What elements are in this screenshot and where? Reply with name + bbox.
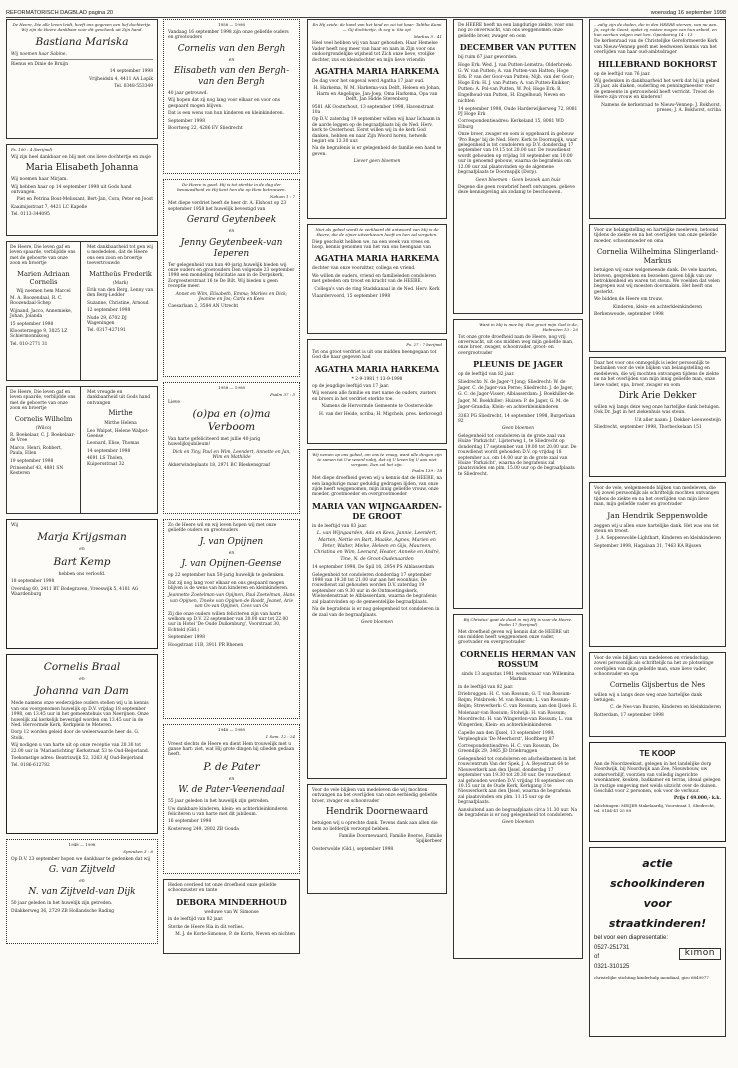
ad-age: bij ruim 67 jaar geworden. <box>458 55 518 61</box>
ad-reference: Psalm 139 : 18 <box>412 468 442 474</box>
ad-name: Dirk Arie Dekker <box>618 391 697 402</box>
ad-text: 55 jaar geleden in het huwelijk zijn getreden. <box>168 799 270 805</box>
ad-age: op de jeugdige leeftijd van 17 jaar. <box>312 384 390 390</box>
obituary-ad-bokhorst <box>589 19 726 219</box>
ad-name-1: Gerard Geytenbeek <box>186 215 277 226</box>
ad-phone: Tel. 0317-427191 <box>87 328 126 334</box>
ad-name: DECEMBER VAN PUTTEN <box>459 42 577 53</box>
ad-name-2: Jenny Geytenbeek-van Ieperen <box>180 237 283 259</box>
ad-price: Prijs f 49.000,- k.k. <box>673 796 721 802</box>
birth-ad-mirthe <box>84 387 157 513</box>
ad-intro: Met diepe droefheid geven wij u kennis dat de HEERE, na een langdurige maar geduldig gedragen lijden, van onze zijde heeft weggenomen, mijn innig geliefde vrouw, onze moeder, grootmoeder en overgrootmoeder <box>312 476 442 498</box>
ad-contact: Inlichtingen: MEIJER Makelaardij, Voorstraat 1, Sliedrecht, tel. 0184-41 25 89 <box>594 802 716 813</box>
ad-text: Gelegenheid tot condoleren donderdag 17 september 1998 van 19.30 tot 21.00 uur aan het woonhuis. De rouwdienst zal gehouden worden D.V. zaterdag 19 september om 9.30 uur in de Ontmoetingskerk, Wielsedenstraat te Alblasserdam, waarna de begrafenis zal plaatsvinden op de gemeentelijke begraafplaats. <box>312 572 437 605</box>
ad-date: 19 september 1998 <box>10 458 54 464</box>
ad-name: Hendrik Doornewaard <box>325 807 429 818</box>
ad-footer: Geen bloemen <box>502 426 534 432</box>
thanks-ad-seppenwolde <box>589 482 726 647</box>
ad-intro: Tot ons groot verdriet is uit ons midden heengegaan tot God die haar gegeven had <box>312 349 437 361</box>
phone-or: of <box>594 954 600 960</box>
ad-text: We willen de ouders, vriend en familieleden condoleren met gebeden om troost en kracht van de HEERE. <box>312 273 436 285</box>
thanks-ad-doornewaard <box>307 784 447 894</box>
ad-name-1: J. van Opijnen <box>199 536 264 547</box>
ad-footer: Liever geen bloemen <box>353 159 401 165</box>
ad-intro: Lieve <box>168 399 180 405</box>
ad-family: Jeannette Zoetelman-van Opijnen, Paul Zoetelman, Hans van Opijnen, Tineke van Opijnen-de Roodt, Jeanet, Arie van Os-van Opijnen, Cees van Os <box>168 593 295 610</box>
ad-verse: ...zalig zijn de doden, die in den HEERE sterven, van nu aan. Ja, zegt de Geest, opdat zij rusten mogen van hun arbeid, en hun werken volgen met hen. Openbaring 14 : 13 <box>594 22 718 37</box>
ad-family: dochter van onze voorzitter, collega en vriend. <box>312 266 416 272</box>
ad-parents: M. A. Roozendaal, R. C. Roozendaal-Schep <box>10 296 63 307</box>
ad-name-2: Johanna van Dam <box>35 685 129 698</box>
ad-family: Sliedrecht: N. de Jager-'t Jong; Sliedrecht: W. de Jager, C. de Jager-van Perne; Sliedrecht: J. de Jager, G. C. de Jager-Visser; Alblasserdam: J. Boekhiller-de Jager, M. Boekhiller; Huizen: P. de Jager, G. M. de Jager-Grandia; Klein- en achterkleinkinderen <box>458 379 574 411</box>
ad-intro: De kerkenraad van de Christelijke Gereformeerde Kerk van Nieuw-Vennep geeft met leedwezen kennis van het overlijden van haar oud-ambtsdrager <box>594 39 718 56</box>
ad-dates: 1948 — 1998 <box>218 727 245 732</box>
ad-address: Oosterwolde (Gld.), september 1998 <box>312 846 394 852</box>
ad-name: Marien Adriaan Cornelis <box>17 269 70 286</box>
ad-family: L. van Wijngaarden, Ada en Kees, Jannie, Leendert, Marten, Nettie en Bart, Maaike, Agnes, Marien en Peter, Walter, Meike, Heleen en Gijs, Maureen, Christina en Wim, Leenard, Heater, Anneke en André, Tine, N. de Groot-Oudenaarden <box>313 531 441 562</box>
ad-verse: Niet als gebed wordt te verklaard dit antwoord van Mij is de Heere, die de zijner uitverkiezen heeft en hen zal vergeten. <box>315 227 439 237</box>
ad-and: en <box>79 677 85 682</box>
banner-line-2: schoolkinderen <box>610 877 705 890</box>
ad-parents: Erik van den Berg, Lenny van den Berg-Ledder <box>87 288 154 299</box>
ad-organisation: Namens de kerkenraad te Nieuw-Vennep: J. Bokhorst, preses; J. A. Bokhorst, scriba <box>601 102 721 114</box>
ad-parents: Leo Walpot, Helene Walpot-Geense <box>87 428 149 440</box>
ad-reference: Ps. 100 : 4 (berijmd) <box>11 147 53 152</box>
ad-dates: 1948 — 1998 <box>68 842 96 847</box>
ad-footer: christelijke stichting kinderhulp mondiaal, giro 6849977 <box>594 975 709 980</box>
birth-ad-cornelis-wilhelm <box>7 387 81 513</box>
ad-phone: Tel. 0113-344095 <box>11 212 50 218</box>
ad-roepnaam: Wij noemen haar Mirjam. <box>11 177 68 183</box>
ad-correspondence: Correspondentieadres: Kerkeland 15, 8081 WD Elburg <box>458 119 564 130</box>
ad-born: Wij hebben haar op 14 september 1998 uit Gods hand ontvangen. <box>11 184 132 196</box>
ad-siblings: Wijnand, Jacco, Annemieke, Johan, Jolanda <box>10 308 73 320</box>
ad-age: in de leeftijd van 82 jaar. <box>168 917 224 923</box>
ad-name: PLEUNIS DE JAGER <box>473 359 563 370</box>
ad-intro: Met dankbaarheid tot gen wij u mededelen, dat de Heere ons een zoon en broertje toevertrouwde <box>87 245 154 267</box>
ad-text: betuigen wij u oprechte dank. Tevens dank aan allen die hem zo liefderijk verzorgd hebben. <box>312 821 438 832</box>
ad-organisation: Collega's van de ring Stadskanaal in de Ned. Herv. Kerk <box>314 286 440 292</box>
ad-name: AGATHA MARIA HARKEMA <box>314 253 440 264</box>
kimon-logo: kimon <box>679 948 721 959</box>
ad-intro: Met droefheid geven wij kennis dat de HEERE uit ons midden heeft weggenomen onze vader, grootvader en overgrootvader <box>458 629 570 646</box>
ad-verse: En Hij zeide: de hand van het kind en zei tot haar: Talitha Kumi — Gij dochtertje, ik zeg u: Sta op! <box>312 22 442 32</box>
ad-dates: * 2-9-1981 † 13-9-1998 <box>351 376 403 382</box>
thanks-ad-de-nes <box>589 652 726 737</box>
ad-correspondence: Correspondentieadres: H. C. van Rossum, De Greendijk 29, 3465 JD Driebruggen <box>458 744 559 755</box>
birth-ads-row-2 <box>6 386 158 514</box>
ad-address: Kosterweg 249, 2802 ZB Gouda <box>168 826 239 832</box>
wedding-ad-braal-van-dam <box>6 654 158 834</box>
ad-date: 12 september 1998 <box>87 308 131 314</box>
ad-phone: Tel. 010-2771 31 <box>10 341 48 347</box>
ad-name: (o)pa en (o)ma Verboom <box>192 408 271 433</box>
ad-roepnaam: Mirthe Helena <box>104 421 137 427</box>
ad-verse: De Heere, Die alle leven leidt, heeft ons gegeven een lief dochtertje. Wij zijn de Heere dankbaar voor dit geschenk uit Zijn hand. <box>12 22 152 32</box>
ad-dates: 1958 — 1998 <box>218 385 245 390</box>
charity-ad-kimon <box>589 847 726 1037</box>
ad-intro: Voor de vele blijken van medeleven die wij mochten ontvangen na het overlijden van onze eerbiedig geliefde broer, zwager en schoonvader <box>312 788 438 804</box>
page-header <box>6 6 726 18</box>
ad-family: Hoge Erk: Wed. J. van Putten-Lemstra; Olderbroek: G. W. van Putten; A. van Putten-van Hatten; Hoge Erk: P. van der Goor-van Putten; Nijh. van der Goor; Hoge Erk: H. J. van Putten; A. van Putten-Knikker; Putten: A. Pol-van Putten, W. Pol; Hoge Erk: B. Engelhoud-van Putten, H. Engelhoud; Neven en nichten <box>458 62 575 104</box>
ad-reference: Spreuken 3 : 6 <box>123 848 153 854</box>
anniversary-ad-de-pater <box>163 724 300 874</box>
ad-and: en <box>79 547 85 553</box>
obituary-ad-van-rossum <box>453 614 583 959</box>
ad-address: Capelle aan den IJssel, 13 september 1998, Verpleeghuis 'De Meerhorst', Hooftberg 87 <box>458 731 555 742</box>
ad-roepnaam: Wij noemen haar Sabine. <box>11 51 67 57</box>
ad-name: Cornelis Gijsbertus de Nes <box>609 680 706 689</box>
ad-text: willen wij langs deze weg onze hartelijke dank betuigen. Ook Dr. Jagt in het ziekenhuis was steun. <box>594 405 721 416</box>
ad-text: Gelegenheid tot condoleren in de grote zaal van Huize 'Parkzicht', Lijsterweg 1, te Sliedrecht op donderdag 17 september van 19.00 tot 20.00 uur. De rouwdienst wordt gehouden D.V. op vrijdag 18 september a.s. om 14.00 uur in de grote zaal van Huize 'Parkzicht', waarna de begrafenis zal plaatsvinden om plm. 15.00 uur op de begraafplaats te Sliedrecht. <box>458 433 577 477</box>
ad-intro: Zo de Heere wil en wij leven hopen wij met onze geliefde ouders en grootouders <box>168 523 277 534</box>
ad-name-1: Marja Krijgsman <box>37 531 127 544</box>
ad-address: Sliedrecht, september 1998, Thorbeckelaan 151 <box>594 425 702 431</box>
ad-family: Kinderen, klein- en achterkleinkinderen <box>613 304 702 310</box>
ad-reference: Psalm 37 : 5 <box>270 391 295 397</box>
contact-row <box>594 935 721 973</box>
ad-address: September 1998, Hagalaan 31, 7463 KA Rijssen <box>594 543 702 549</box>
ad-reference: Ps. 27 : 7 berijmd <box>406 342 442 347</box>
ad-name-1: P. de Pater <box>203 760 260 773</box>
ad-address: Vrijheidsln 4, 4411 AA Lopik <box>89 76 153 82</box>
ad-text: zeggen wij u allen onze hartelijke dank. Het was ons tot steun en troost. <box>594 523 719 535</box>
ad-age: in de leeftijd van 82 jaar. <box>458 684 514 690</box>
thanks-ad-dekker <box>589 357 726 477</box>
ad-note: Na de begrafenis is er gelegenheid de familie een hand te geven. <box>312 146 442 157</box>
obituary-ad-van-putten <box>453 19 583 314</box>
ad-and: en <box>228 776 235 782</box>
ad-intro: De HEERE heeft na een langdurige ziekte, voor ons nog zo onverwacht, van ons weggenomen onze geliefde broer, zwager en oom <box>458 23 574 39</box>
ad-text: Ter gelegenheid van hun 40-jarig huwelijk bieden wij onze ouders en grootouders Den volgende 23 september 1998 een mondeling felicitatie aan in de Dorpskerk, Zorgvesterstraat 16 te De Bilt. Wij bieden u geen receptie meer. <box>168 262 295 290</box>
ad-verse: Want in Mij is mee bij. Hoe groot mijn God is de, Hebreëen 13 : 20 <box>479 322 578 332</box>
ad-address: Dilakkerweg 36, 2729 ZB Hollandsche Rading <box>11 908 115 914</box>
banner-line-4: straatkinderen! <box>608 917 707 930</box>
ad-family: C. de Nes-van Buuren, Kinderen en kleinkinderen <box>610 705 721 711</box>
ad-phone: Tel. 0186-612782 <box>11 763 50 769</box>
ad-text: Wij gedenken in dankbaarheid het werk dat hij in gebed 28 jaar, als diaken, ouderling en penningmeester voor de gemeente in getrouwheid heeft verricht. Troost de Heere zijn vrouw en kinderen! <box>594 79 720 101</box>
ad-text: betuigen wij onze welgemeende dank. De vele kaarten, brieven, gesprekken en bezoeken gaven blijk van uw betrokkenheid en waren tot steun. We voelden dat velen begrepen wat wij moesten doormaken. Het heeft ons gesterkt. <box>594 268 720 295</box>
ad-text: Van harte gefeliciteerd met jullie 40-jarig huwelijksjubileum! <box>168 437 261 448</box>
ad-name: MARIA VAN WIJNGAARDEN-DE GROOT <box>312 500 442 521</box>
column-5 <box>589 19 726 1051</box>
ad-address: 9581 AK Oosterhout, 13 september 1998, Havenstraat 10a <box>312 104 434 116</box>
ad-phone: Tel. 0348-553349 <box>114 84 153 90</box>
obituary-ad-de-jager <box>453 319 583 609</box>
ad-reception: Zij die onze ouders willen feliciteren zijn van harte welkom op D.V. 22 september van 20.00 uur tot 22.00 uur in Hotel 'De Oude Duikenburg', Voorstraat 30, Echteld (Gld.) <box>168 611 289 633</box>
ad-verse: De Heere is goed. Hij is tot sterkte in de dag der benauwdheid en Hij kent hen die op Hem betrouwen. <box>177 182 286 192</box>
ad-date: September 1998 <box>168 635 206 641</box>
ad-intro: Voor de vele blijken van medeleven en vriendschap, zowel persoonlijk als schriftelijk na het zo plotselinge overlijden van mijn geliefde man, onze lieve vader, schoonvader en opa <box>594 656 714 678</box>
ad-age: De dag voor het ongeval werd Agatha 17 jaar oud. <box>312 79 425 85</box>
ad-name: Mirthe <box>108 409 133 418</box>
ad-organisation: Namens de Hervormde Gemeente te Oosterwolde <box>321 404 433 410</box>
ad-address: Kloosterzegge 9, 3025 LZ Schiermonnikoog <box>10 329 68 340</box>
ad-intro: Tot onze grote droefheid nam de Heere, nog vrij onverwacht, uit ons midden weg mijn geliefde man, onze broer, zwager, schoonvader, groot- en overgrootvader <box>458 334 574 356</box>
ad-address: Boortweg 22, 4286 EV Sliedrecht <box>168 126 243 132</box>
ad-text: op 22 september hun 50-jarig huwelijk te gedenken. <box>168 573 285 579</box>
ad-and: en <box>228 550 235 556</box>
ad-date: 15 september 1998 <box>10 321 54 327</box>
ad-intro: Wij <box>11 523 19 528</box>
ad-and: en <box>228 57 235 63</box>
ad-parents: Piet en Petrina Bout-Melissant, Bert-Jan, Cora, Peter en Joost <box>16 197 153 203</box>
ad-name: AGATHA MARIA HARKEMA <box>314 363 440 374</box>
ad-address: Hoogstraat 11B, 3911 PR Rhenen <box>168 642 244 648</box>
ad-family: Dat is een wens van hun kinderen en kleinkinderen. <box>168 111 284 117</box>
ad-note: Na de begrafenis is er nog gelegenheid tot condoleren in de zaal van de begraafplaats. <box>312 607 440 618</box>
ad-name: DEBORA MINDERHOUD <box>176 896 287 907</box>
ad-footer: Geen bloemen <box>361 619 393 625</box>
ad-text: willen wij u langs deze weg onze hartelijke dank betuigen. <box>594 692 702 704</box>
ad-subtitle: sinds 13 augustus 1981 weduwnaar van Willemina Markus <box>461 671 575 683</box>
ad-text: Aan de Noordzeekust, gelegen in het landelijke dorp Noordwijk, bij Noordwijk aan Zee, Nieuwbouw, uw zomerverblijf, voorzien van volledig ingerichte woonkamer, keuken, badkamer en terras, ideaal gelegen in rustige omgeving met weids uitzicht over de duinen. Geschikt voor 2 personen, ook voor de verhuur. <box>594 762 721 795</box>
ad-name-2: J. van Opijnen-Geense <box>181 559 282 570</box>
ad-intro: Diep geschokt hebben we, na een week van vrees en hoop, kennis genomen van het van ons heengaan van <box>312 239 431 250</box>
header-left: REFORMATORISCH DAGBLAD pagina 20 <box>6 10 114 16</box>
ad-intro: Met diepe verdriet heeft de heer dr. A. Elshout op 23 september 1958 het huwelijk bevestigd van <box>168 201 287 212</box>
ad-text-2: Dorp 12 worden geleid door de weleerwaarde heer ds. G. Stolk. <box>11 730 140 741</box>
column-3 <box>307 19 447 1051</box>
ad-address: Overslag 60, 2411 BT Bodegraven, Vreeswijk 5, 4181 AG Waardenburg <box>11 586 139 598</box>
ad-text: Sterke de Heere Ria in dit verlies. <box>168 924 245 930</box>
ad-name: Bastiana Mariska <box>35 35 129 48</box>
ad-parents: Rienus en Dinie de Bruijn <box>11 62 69 67</box>
ad-text: Gelegenheid tot condoleren en afscheidnemen in het rouwcentrum Van der Spek, J. A. Beyestraat 64 te Nieuwerkerk aan den IJssel, donderdag 17 september van 19.30 tot 20.30 uur. De rouwdienst zal gehouden worden D.V. vrijdag 18 september om 10.15 uur in de Oude Kerk, Kerkgang 3 te Nieuwerkerk aan den IJssel, waarna de begrafenis zal plaatsvinden om plm. 11.15 uur op de begraafplaats. <box>458 756 576 806</box>
banner-line-3: voor <box>643 897 672 910</box>
anniversary-ad-verboom <box>163 382 300 514</box>
ad-roepnaam: (Mark) <box>112 280 129 286</box>
ad-age: in de leeftijd van 83 jaar. <box>312 523 368 529</box>
ad-footer: Geen bloemen - Geen bezoek aan huis <box>475 177 561 183</box>
ad-address: Toekomstige adres: Beatrixwijk 52, 3263 AJ Oud-Beijerland <box>11 756 144 762</box>
birth-ad-bastiana <box>6 19 158 139</box>
ad-intro: Voor de vele, welgemeende blijken van medeleven, die wij zowel persoonlijk als schriftelijk mochten ontvangen tijdens de ziekte en na het overlijden van mijn lieve man, mijn geliefde vader en grootvader <box>594 486 720 508</box>
ad-title: TE KOOP <box>639 749 676 758</box>
ad-family: Uit aller naam: J. Dekker-Leeuwesteijn <box>634 417 721 423</box>
ad-address: Akkerwindeplaats 18, 2971 BC Bleskensgraaf <box>168 462 271 468</box>
banner-line-1: actie <box>642 857 673 870</box>
ad-intro: Daar het voor ons onmogelijk is ieder persoonlijk te bedanken voor de vele blijken van belangstelling en medeleven, die wij mochten ontvangen tijdens de ziekte en na het overlijden van mijn innig geliefde man, onze lieve vader, opa, broer, zwager en oom <box>594 361 720 388</box>
obituary-ad-agatha-colleagues <box>307 224 447 334</box>
ad-text: Onze broer, zwager en oom is opgebaard in gebouw 'Pro Rege' bij de Ned. Herv. Kerk te Doornspijk, waar gelegenheid is tot condoleren op D.V. donderdag 17 september van 19.15 tot 20.00 uur. De rouwdienst wordt gehouden op vrijdag 18 september om 10.00 uur in genoemd gebouw, waarna de begrafenis om 12.00 uur zal plaatsvinden op de algemene begraafplaats te Doornspijk (Dorp). <box>458 132 578 176</box>
ad-name: CORNELIS HERMAN VAN ROSSUM <box>460 648 576 669</box>
column-4 <box>453 19 583 1051</box>
ad-intro: De Heere, Die leven gaf en leven spaarde, verblijdde ons met de geboorte van onze zoon en broertje <box>10 390 76 412</box>
ad-family: H. Harkema, W. M. Harkema-van Delft, Heleen en Johan, Harm en Angelique, Jan-Joep, Oma Harkema, Opa van Delft, Jan Hidde Sterenborg <box>313 86 441 103</box>
obituary-ad-van-wijngaarden <box>307 449 447 779</box>
ad-address: Nude 29, 6702 DJ Wageningen <box>87 315 127 327</box>
contact-block <box>594 935 675 973</box>
birth-ads-row-1 <box>6 241 158 381</box>
ad-name: Mattheüs Frederik <box>89 269 152 278</box>
birth-ad-mattheus <box>84 242 157 380</box>
ad-dates: 1958 — 1998 <box>218 22 245 27</box>
ad-family: Dick en Tiny, Paul en Wim, Leendert, Annette en Jan, Wim en Mathilde <box>172 449 291 461</box>
ad-siblings: Leonard, Elise, Thomas <box>87 441 140 447</box>
ad-name-2: Bart Kemp <box>53 555 111 568</box>
ad-roepnaam: (Wilco) <box>35 425 52 431</box>
ad-signatories: H. van der Heide, scriba; H. Migchels, pres. kerkvoogd <box>318 411 442 417</box>
ad-text: Wij wensen alle familie en met name de ouders, zusters en broers in het verdriet sterkte toe. <box>312 391 437 402</box>
header-right: woensdag 16 september 1998 <box>650 10 726 16</box>
ad-address: Berkenwoude, september 1998 <box>594 312 664 318</box>
ad-reference: Nahum 1 : 7 <box>269 193 295 199</box>
ad-parents: R. Boekelaar, C. J. Boekelaar-de Vree <box>10 433 76 444</box>
ad-reference: Markus 5 : 41 <box>413 33 442 39</box>
ad-text: Op D.V. zaterdag 19 september willen wij haar lichaam in de aarde leggen op de begraafplaats bij de Ned. Herv. kerk te Oosterhout. Eerst willen wij in de kerk God danken, hebben en naar Zijn Woord horen, hetwelk begint om 13.30 uur. <box>312 117 441 145</box>
ad-name: Cornelis Wilhelm <box>14 414 73 423</box>
ad-address: Prinsenhof 43, 4881 SN Kesteren <box>10 466 64 477</box>
ad-note: Aansluitend aan de begraafplaats circa 11.30 uur. Na de begrafenis is er nog gelegenheid tot condoleren. <box>458 807 578 818</box>
anniversary-ad-zijtveld <box>6 839 158 944</box>
ad-address: 3363 PG Sliedrecht, 14 september 1998, Burgerlaan 92 <box>458 413 576 425</box>
obituary-ad-agatha-family <box>307 19 447 219</box>
ad-text: 50 jaar geleden in het huwelijk zijn getreden. <box>11 901 113 907</box>
ad-family: M. J. de Korte-Simonse, P. de Korte, Neven en nichten <box>175 932 295 938</box>
ad-name-1: Cornelis van den Bergh <box>177 43 286 54</box>
ad-address: 14 september 1998, Oude Harderwijkerweg 72, 8081 PJ Hoge Erk <box>458 106 578 118</box>
engagement-ad-marja-bart <box>6 519 158 649</box>
anniversary-ad-van-den-bergh <box>163 19 300 174</box>
ad-and: en <box>228 229 235 235</box>
ad-and: en <box>79 879 85 884</box>
ad-verse: Wij nemen op ons gebed, om ons te vraag, want alle dingen zijn te samen tot Uw woord nabij, dat zij U leven bij U aan niet vergaan, Dan zal het zijn. <box>312 452 442 467</box>
divider <box>11 59 153 60</box>
ad-intro: Met vreugde en dankbaarheid uit Gods hand ontvangen <box>87 390 151 406</box>
ad-address: Rotterdam, 17 september 1998 <box>594 712 664 718</box>
obituary-ad-agatha-church <box>307 339 447 444</box>
obituary-ad-minderhoud <box>163 879 300 954</box>
ad-date: 16 september 1998 <box>168 819 212 825</box>
ad-text-2: Dat zij nog lang voor elkaar en ons gespaard mogen blijven is de wens van hun kinderen en kleinkinderen. <box>168 580 289 592</box>
thanks-ad-slingerland <box>589 224 726 352</box>
ad-intro: Vreest slechts de Heere en dient Hem trouwelijk met u ganse hart: ziet, wat Hij grote dingen bij ulieden gedaan heeft. <box>168 741 295 758</box>
ad-date: 18 september 1998 <box>11 579 55 585</box>
ad-address: Kaaimijsstraat 7, 4421 LC Kapelle <box>11 204 88 210</box>
ad-date: 14 september 1998 <box>109 69 153 75</box>
ad-siblings: Suzanne, Christine, Arnoud <box>87 300 149 306</box>
ad-name-1: G. van Zijtveld <box>48 865 116 875</box>
ad-intro: Op D.V. 23 september hopen we dankbaar te gedenken dat wij <box>11 856 151 862</box>
birth-ad-marien <box>7 242 81 380</box>
ad-name: HILLEBRAND BOKHORST <box>597 58 718 69</box>
ad-text: Wij hopen dat zij nog lang voor elkaar en voor ons gespaard mogen blijven. <box>168 98 280 109</box>
ad-reference: 1 Sam. 12 : 24 <box>265 733 295 739</box>
ad-intro: Heden overleed tot onze droefheid onze geliefde schoonzuster en tante <box>168 883 277 894</box>
column-2 <box>163 19 300 1051</box>
info-text: bel voor een diapresentatie: <box>594 935 669 941</box>
ad-subtitle: weduwe van W. Simonse <box>204 909 259 915</box>
ad-intro: Wij zijn heel dankbaar en blij met ons lieve dochtertje en zusje <box>11 154 151 160</box>
phone-1: 0527-251731 <box>594 944 630 951</box>
ad-age: op de leeftijd van 76 jaar. <box>594 71 651 77</box>
ad-address: 4691 LS Tholen, Kuipersstraat 32 <box>87 456 125 467</box>
ad-date: September 1998 <box>168 118 206 124</box>
anniversary-ad-opijnen <box>163 519 300 719</box>
phone-2: 0321-310125 <box>594 963 630 970</box>
for-sale-ad <box>589 742 726 842</box>
ad-name: Maria Elisabeth Johanna <box>25 163 139 174</box>
birth-ad-maria-elisabeth <box>6 144 158 236</box>
ad-intro: Heel veel hebben wij van haar gehouden. Haar Hemelse Vader heeft nog meer van haar en nam in Zijn voor ons ondoorgrondelijke wijsheid tot Zich onze lieve, vrolijke dochter, zus en kleindochter en mijn lieve vriendin <box>312 41 438 63</box>
ad-siblings: Marco, Henri, Robbert, Paula, Ellen <box>10 445 63 457</box>
ad-family: Uw dankbare kinderen, klein- en achterkleinkinderen feliciteren u van harte met dit jubileum. <box>168 806 288 818</box>
ad-text: Mede namens onze wederzijdse ouders stellen wij u in kennis van ons voorgenomen huwelijk op D.V. vrijdag 18 september 1998, om 13.45 uur in het gemeentehuis van Neerijnen. Onze huwelijk zal kerkelijk bevestigd worden om 13.45 uur in de Ned. Hervormde Kerk, Kerkplein te Meteren. <box>11 701 149 729</box>
ad-roepnaam: Wij noemen hem Marcel <box>16 288 71 294</box>
ad-family: Driebruggen: H. C. van Rossum; G. T. van Rossum-Reijm; Polsbroek: M. van Rossum; L. van Rossum-Reijm; Streverkerk: C. van Rossum; aan den IJssel: E. Molenaar-van Rossum; Stolwijk: H. van Rossum; Moordrecht: H. van Wingerden-van Rossum; L. van Wingerden; Klein- en achterkleinkinderen <box>458 692 578 729</box>
ad-name-2: W. de Pater-Veenendaal <box>178 785 285 796</box>
ad-intro: De Heere, Die leven gaf en leven spaarde, verblijdde ons met de geboorte van onze zoon en broertje <box>10 245 76 267</box>
ad-name: Cornelia Wilhelmina Slingerland-Markus <box>596 247 719 266</box>
ad-name: AGATHA MARIA HARKEMA <box>314 66 440 77</box>
ad-date: 14 september 1998 <box>87 448 131 454</box>
ad-note: Degene die geen rouwbrief heeft ontvangen, gelieve deze kennisgeving als zodanig te beschouwen. <box>458 184 575 196</box>
ad-intro: Voor uw belangstelling en hartelijke meeleven, betoond tijdens de ziekte en na het overlijden van onze geliefde moeder, schoonmoeder en oma <box>594 228 719 244</box>
ad-text: hebben ons verloofd. <box>58 571 106 577</box>
ad-verse: Bij Christus' gaat de dood in mij Hij is voor de Heere. Psalm 17 (berijmd) <box>463 617 573 627</box>
ad-footer: We bidden de Heere om trouw. <box>594 297 663 303</box>
ad-name-2: N. van Zijtveld-van Dijk <box>28 887 136 898</box>
ad-family: Familie Doornewaard, Familie Boerse, Familie Spijkerbeer <box>338 834 442 845</box>
advertisement-page <box>6 19 726 1051</box>
ad-intro: Vandaag 16 september 1998 zijn onze geliefde ouders en grootouders <box>168 29 289 41</box>
ad-address: Caesarlaan 2, 3584 AN Utrecht <box>168 304 239 310</box>
ad-reception: Wij nodigen u van harte uit op onze receptie van 20.30 tot 22.00 uur in 'Mariastichting' Kerkstraat 53 te Oud-Beijerland. <box>11 743 150 754</box>
ad-name-1: Cornelis Braal <box>43 661 121 673</box>
ad-years: 40 jaar getrouwd. <box>168 91 208 97</box>
ad-age: op de leeftijd van 82 jaar. <box>458 372 515 378</box>
ad-family: Annet en Wim, Elisabeth, Emma; Marlies en Dick; Jeanine en Jos; Carla en Kees <box>175 291 288 303</box>
ad-footer: Geen bloemen <box>502 820 534 826</box>
column-1 <box>6 19 158 1051</box>
ad-name: Jan Hendrik Seppenwolde <box>607 510 708 520</box>
ad-address: 14 september 1998, De Spil 16, 2954 PS Alblasserdam <box>312 565 435 571</box>
ad-name-2: Elisabeth van den Bergh-van den Bergh <box>173 66 290 88</box>
anniversary-ad-geytenbeek <box>163 179 300 377</box>
ad-address: Vlaardervoord, 15 september 1998 <box>312 294 391 300</box>
ad-family: J. A. Seppenwolde-Lighthart, Kinderen en kleinkinderen <box>596 536 721 542</box>
